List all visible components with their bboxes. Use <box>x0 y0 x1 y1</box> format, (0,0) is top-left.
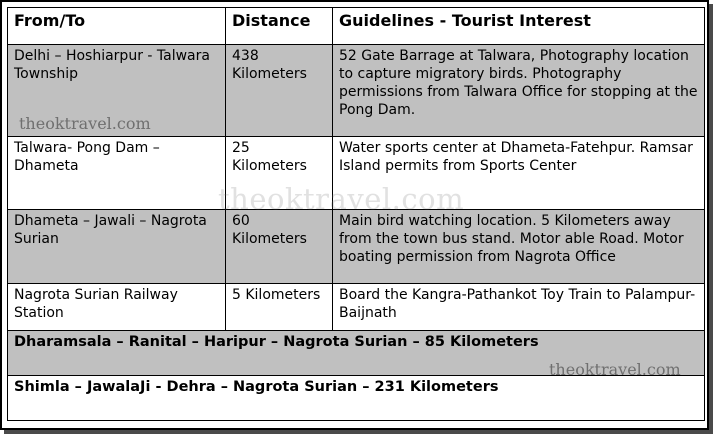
header-distance: Distance <box>226 8 333 45</box>
cell-guidelines: Board the Kangra-Pathankot Toy Train to Palampur-Baijnath <box>333 284 705 331</box>
cell-distance: 438 Kilometers <box>226 45 333 137</box>
summary-row <box>8 376 705 421</box>
cell-from-to: Delhi – Hoshiarpur - Talwara Township <box>8 45 226 137</box>
table-header-row <box>8 8 705 45</box>
table-row <box>8 284 705 331</box>
header-from-to: From/To <box>8 8 226 45</box>
watermark-text: theoktravel.com <box>19 114 151 133</box>
cell-from-to: Nagrota Surian Railway Station <box>8 284 226 331</box>
cell-from-to: Talwara- Pong Dam – Dhameta <box>8 137 226 210</box>
table-row <box>8 210 705 284</box>
cell-guidelines: 52 Gate Barrage at Talwara, Photography location to capture migratory birds. Photography permissions from Talwara Office for stopping at the Pong Dam. <box>333 45 705 137</box>
header-guidelines: Guidelines - Tourist Interest <box>333 8 705 45</box>
summary-cell: Shimla – JawalaJi - Dehra – Nagrota Surian – 231 Kilometers <box>8 376 705 421</box>
watermark-text: theoktravel.com <box>549 360 681 379</box>
cell-distance: 5 Kilometers <box>226 284 333 331</box>
cell-guidelines: Water sports center at Dhameta-Fatehpur. Ramsar Island permits from Sports Center <box>333 137 705 210</box>
cell-guidelines: Main bird watching location. 5 Kilometers away from the town bus stand. Motor able Road. Motor boating permission from Nagrota Office <box>333 210 705 284</box>
cell-distance: 60 Kilometers <box>226 210 333 284</box>
cell-distance: 25 Kilometers <box>226 137 333 210</box>
cell-from-to: Dhameta – Jawali – Nagrota Surian <box>8 210 226 284</box>
watermark-text: theoktravel.com <box>218 182 465 216</box>
summary-cell: Dharamsala – Ranital – Haripur – Nagrota Surian – 85 Kilometers <box>8 331 705 376</box>
